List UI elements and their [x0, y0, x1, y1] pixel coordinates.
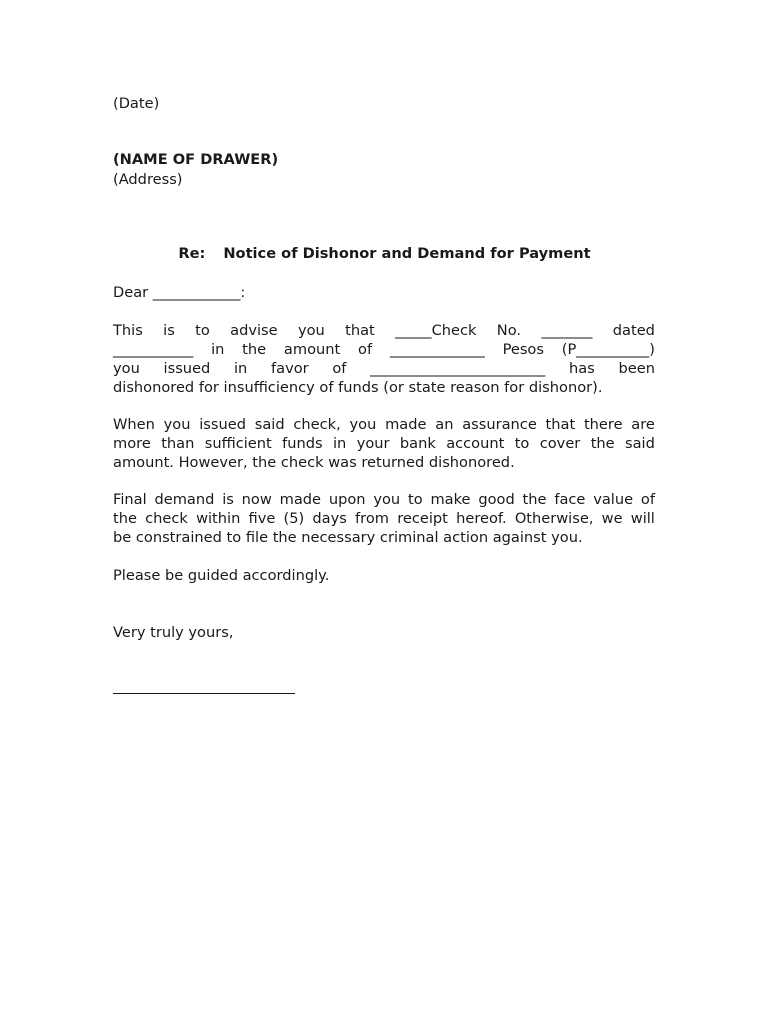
paragraph-demand — [113, 490, 655, 547]
word: in — [211, 341, 225, 358]
word: more — [113, 435, 151, 452]
word: the — [522, 491, 547, 508]
word: _____Check — [395, 322, 477, 339]
word: receipt — [397, 510, 448, 527]
paragraph-line: be constrained to file the necessary criminal action against you. — [113, 529, 583, 546]
word: that — [545, 416, 576, 433]
word: is — [222, 491, 234, 508]
word: ___________ — [113, 341, 194, 358]
word: face — [554, 491, 586, 508]
word: you — [373, 491, 401, 508]
word: there — [583, 416, 623, 433]
word: will — [630, 510, 655, 527]
word: from — [355, 510, 390, 527]
word: When — [113, 416, 155, 433]
word: value — [593, 491, 634, 508]
word: an — [435, 416, 454, 433]
word: has — [568, 360, 595, 377]
word: This — [113, 322, 143, 339]
closing: Very truly yours, — [113, 624, 234, 641]
word: dated — [612, 322, 655, 339]
word: Otherwise, — [514, 510, 594, 527]
word: assurance — [462, 416, 537, 433]
paragraph-guidance: Please be guided accordingly. — [113, 567, 330, 584]
word: the — [590, 435, 615, 452]
word: are — [631, 416, 655, 433]
word: _____________ — [389, 341, 485, 358]
word: _______ — [541, 322, 593, 339]
paragraph-line — [113, 415, 655, 434]
word: five — [248, 510, 276, 527]
date-placeholder: (Date) — [113, 95, 160, 112]
re-label: Re: — [178, 245, 206, 262]
word: of — [640, 491, 655, 508]
word: said — [254, 416, 285, 433]
word: hereof. — [456, 510, 507, 527]
subject-line — [158, 225, 591, 282]
word: account — [446, 435, 505, 452]
word: good — [478, 491, 515, 508]
paragraph-advice — [113, 321, 655, 397]
word: we — [601, 510, 623, 527]
word: said — [625, 435, 655, 452]
paragraph-line — [113, 509, 655, 528]
word: demand — [154, 491, 215, 508]
word: issued — [163, 360, 211, 377]
drawer-address: (Address) — [113, 171, 183, 188]
word: upon — [328, 491, 366, 508]
word: Final — [113, 491, 147, 508]
word: issued — [199, 416, 247, 433]
word: of — [332, 360, 347, 377]
word: cover — [539, 435, 581, 452]
word: No. — [496, 322, 522, 339]
word: been — [618, 360, 655, 377]
paragraph-line — [113, 340, 655, 359]
word: you — [163, 416, 191, 433]
word: you — [113, 360, 140, 377]
word: of — [358, 341, 373, 358]
word: (P__________) — [561, 341, 655, 358]
word: now — [241, 491, 272, 508]
signature-line — [113, 693, 295, 694]
paragraph-line — [113, 490, 655, 509]
word: favor — [271, 360, 309, 377]
word: bank — [399, 435, 436, 452]
salutation: Dear ____________: — [113, 284, 246, 301]
word: days — [312, 510, 347, 527]
paragraph-line — [113, 321, 655, 340]
word: made — [279, 491, 322, 508]
word: the — [242, 341, 267, 358]
word: the — [113, 510, 137, 527]
word: funds — [282, 435, 323, 452]
word: advise — [230, 322, 278, 339]
word: check, — [293, 416, 341, 433]
word: ________________________ — [370, 360, 546, 377]
word: amount — [283, 341, 341, 358]
word: in — [234, 360, 248, 377]
word: in — [333, 435, 347, 452]
word: sufficient — [204, 435, 272, 452]
paragraph-line: amount. However, the check was returned dishonored. — [113, 454, 515, 471]
word: within — [196, 510, 241, 527]
word: check — [145, 510, 188, 527]
word: is — [163, 322, 175, 339]
paragraph-line — [113, 434, 655, 453]
word: to — [514, 435, 530, 452]
word: you — [349, 416, 377, 433]
drawer-name: (NAME OF DRAWER) — [113, 151, 279, 168]
word: make — [430, 491, 471, 508]
word: to — [407, 491, 423, 508]
word: your — [356, 435, 390, 452]
word: you — [297, 322, 325, 339]
paragraph-assurance — [113, 415, 655, 472]
word: that — [345, 322, 375, 339]
paragraph-line — [113, 359, 655, 378]
word: (5) — [283, 510, 305, 527]
word: to — [195, 322, 210, 339]
subject-text: Notice of Dishonor and Demand for Payment — [223, 245, 591, 262]
paragraph-line: dishonored for insufficiency of funds (or state reason for dishonor). — [113, 379, 603, 396]
word: made — [385, 416, 427, 433]
word: than — [161, 435, 195, 452]
word: Pesos — [502, 341, 544, 358]
